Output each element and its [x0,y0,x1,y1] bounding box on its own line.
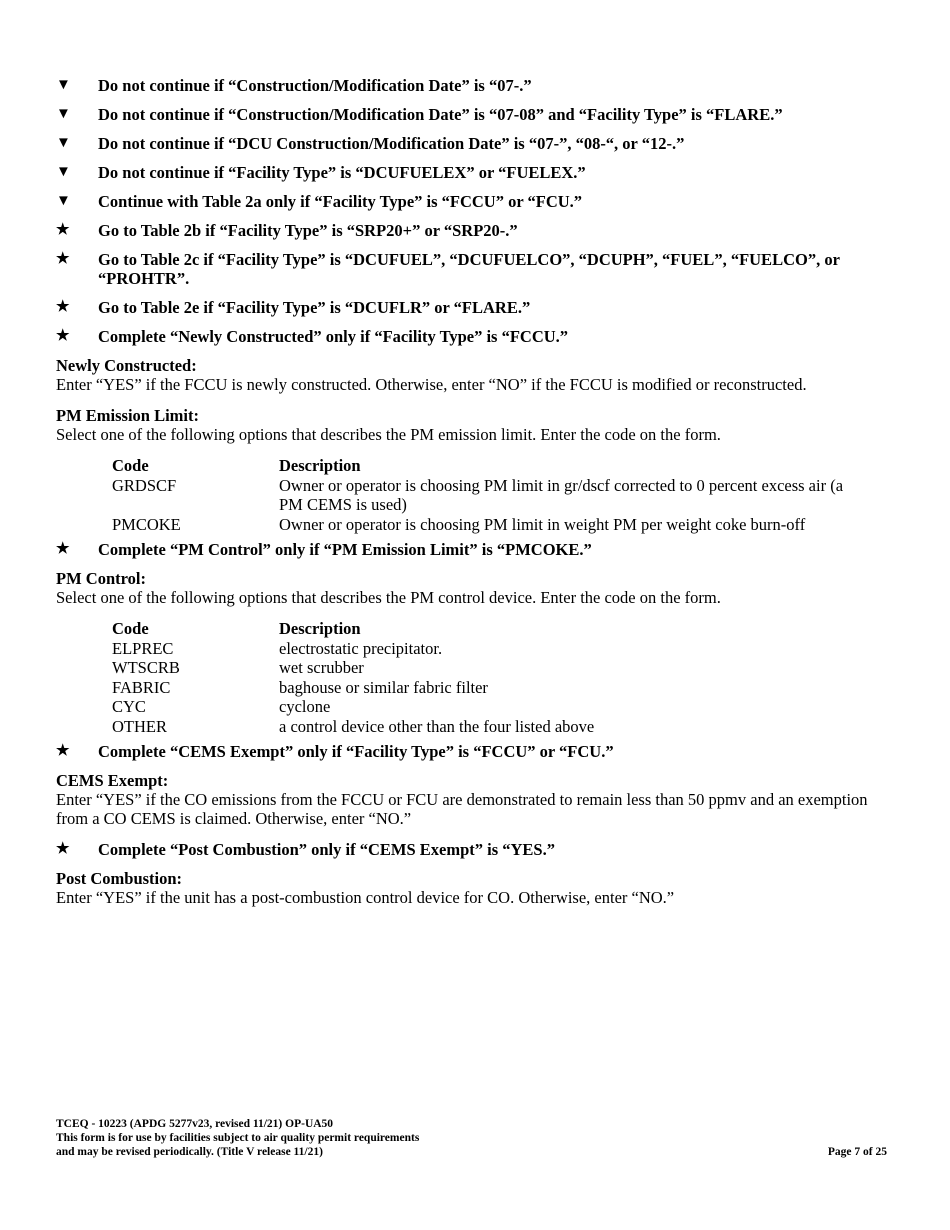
instruction-bullet [56,250,891,288]
section-heading: Post Combustion: [56,869,183,888]
table-header-row [112,619,594,639]
instruction-bullet [56,192,891,211]
bullet-text: Go to Table 2c if “Facility Type” is “DCUFUEL”, “DCUFUELCO”, “DCUPH”, “FUEL”, “FUELCO”, or “PROHTR”. [98,250,840,288]
table-row [112,639,594,659]
table-header-row [112,456,854,476]
post-combustion-section [56,869,891,907]
section-body: Enter “YES” if the FCCU is newly constructed. Otherwise, enter “NO” if the FCCU is modified or reconstructed. [56,375,807,394]
description-cell: baghouse or similar fabric filter [279,677,488,697]
triangle-down-icon: ▼ [56,77,71,93]
table-row [112,717,594,737]
triangle-down-icon: ▼ [56,164,71,180]
code-cell: GRDSCF [112,475,177,495]
footer-note-line: This form is for use by facilities subject to air quality permit requirements [56,1132,420,1144]
table-row [112,697,594,717]
table-row [112,658,594,678]
section-heading: PM Control: [56,569,146,588]
bullet-text: Complete “Post Combustion” only if “CEMS Exempt” is “YES.” [98,840,555,859]
column-header-code: Code [112,456,149,475]
section-body: Enter “YES” if the CO emissions from the FCCU or FCU are demonstrated to remain less than 50 ppmv and an exemption from a CO CEMS is claimed. Otherwise, enter “NO.” [56,790,868,828]
bullet-text: Do not continue if “DCU Construction/Modification Date” is “07-”, “08-“, or “12-.” [98,134,685,153]
section-body: Enter “YES” if the unit has a post-combustion control device for CO. Otherwise, enter “NO.” [56,888,675,907]
pm-emission-limit-table [112,456,854,534]
newly-constructed-section [56,356,891,394]
section-heading: CEMS Exempt: [56,771,169,790]
instruction-bullet [56,298,891,317]
instruction-bullet [56,134,891,153]
instruction-bullet [56,163,891,182]
footer-form-id: TCEQ - 10223 (APDG 5277v23, revised 11/21) OP-UA50 [56,1118,334,1130]
bullet-text: Complete “Newly Constructed” only if “Facility Type” is “FCCU.” [98,327,569,346]
instruction-bullet [56,840,891,859]
star-icon: ★ [56,222,70,238]
table-row [112,476,854,515]
bullet-text: Do not continue if “Construction/Modification Date” is “07-.” [98,76,532,95]
column-header-description: Description [279,619,361,638]
code-cell: PMCOKE [112,514,181,534]
footer-note-line: and may be revised periodically. (Title V release 11/21) [56,1146,323,1158]
bullet-text: Do not continue if “Construction/Modification Date” is “07-08” and “Facility Type” is “FLARE.” [98,105,783,124]
instruction-bullet [56,76,891,95]
table-row [112,678,594,698]
description-cell: Owner or operator is choosing PM limit in gr/dscf corrected to 0 percent excess air (a PM CEMS is used) [279,475,844,514]
star-icon: ★ [56,743,70,759]
bullet-text: Complete “CEMS Exempt” only if “Facility Type” is “FCCU” or “FCU.” [98,742,614,761]
description-cell: electrostatic precipitator. [279,638,443,658]
star-icon: ★ [56,541,70,557]
section-body: Select one of the following options that describes the PM control device. Enter the code on the form. [56,588,721,607]
instructions-body [56,76,891,919]
code-cell: FABRIC [112,677,171,697]
instruction-bullet [56,742,891,761]
triangle-down-icon: ▼ [56,106,71,122]
description-cell: a control device other than the four listed above [279,716,595,736]
star-icon: ★ [56,299,70,315]
description-cell: wet scrubber [279,658,364,677]
pm-control-section [56,569,891,736]
cems-exempt-section [56,771,891,828]
code-cell: WTSCRB [112,658,180,677]
bullet-text: Do not continue if “Facility Type” is “DCUFUELEX” or “FUELEX.” [98,163,586,182]
section-body: Select one of the following options that describes the PM emission limit. Enter the code on the form. [56,425,721,444]
column-header-description: Description [279,456,361,475]
bullet-text: Go to Table 2b if “Facility Type” is “SRP20+” or “SRP20-.” [98,221,518,240]
triangle-down-icon: ▼ [56,193,71,209]
code-cell: CYC [112,697,146,716]
bullet-text: Go to Table 2e if “Facility Type” is “DCUFLR” or “FLARE.” [98,298,531,317]
section-heading: PM Emission Limit: [56,406,199,425]
instruction-bullet [56,327,891,346]
bullet-text: Continue with Table 2a only if “Facility Type” is “FCCU” or “FCU.” [98,192,583,211]
star-icon: ★ [56,328,70,344]
star-icon: ★ [56,251,70,267]
triangle-down-icon: ▼ [56,135,71,151]
code-cell: OTHER [112,716,167,736]
instruction-bullet [56,540,891,559]
description-cell: Owner or operator is choosing PM limit in weight PM per weight coke burn-off [279,514,806,534]
bullet-text: Complete “PM Control” only if “PM Emission Limit” is “PMCOKE.” [98,540,592,559]
page-number: Page 7 of 25 [827,1146,887,1158]
description-cell: cyclone [279,697,331,716]
table-row [112,515,854,535]
page-footer [56,1117,891,1159]
instruction-bullet [56,221,891,240]
column-header-code: Code [112,619,149,638]
pm-control-table [112,619,594,736]
pm-emission-limit-section [56,406,891,534]
star-icon: ★ [56,841,70,857]
instruction-bullet [56,105,891,124]
code-cell: ELPREC [112,638,174,658]
section-heading: Newly Constructed: [56,356,197,375]
